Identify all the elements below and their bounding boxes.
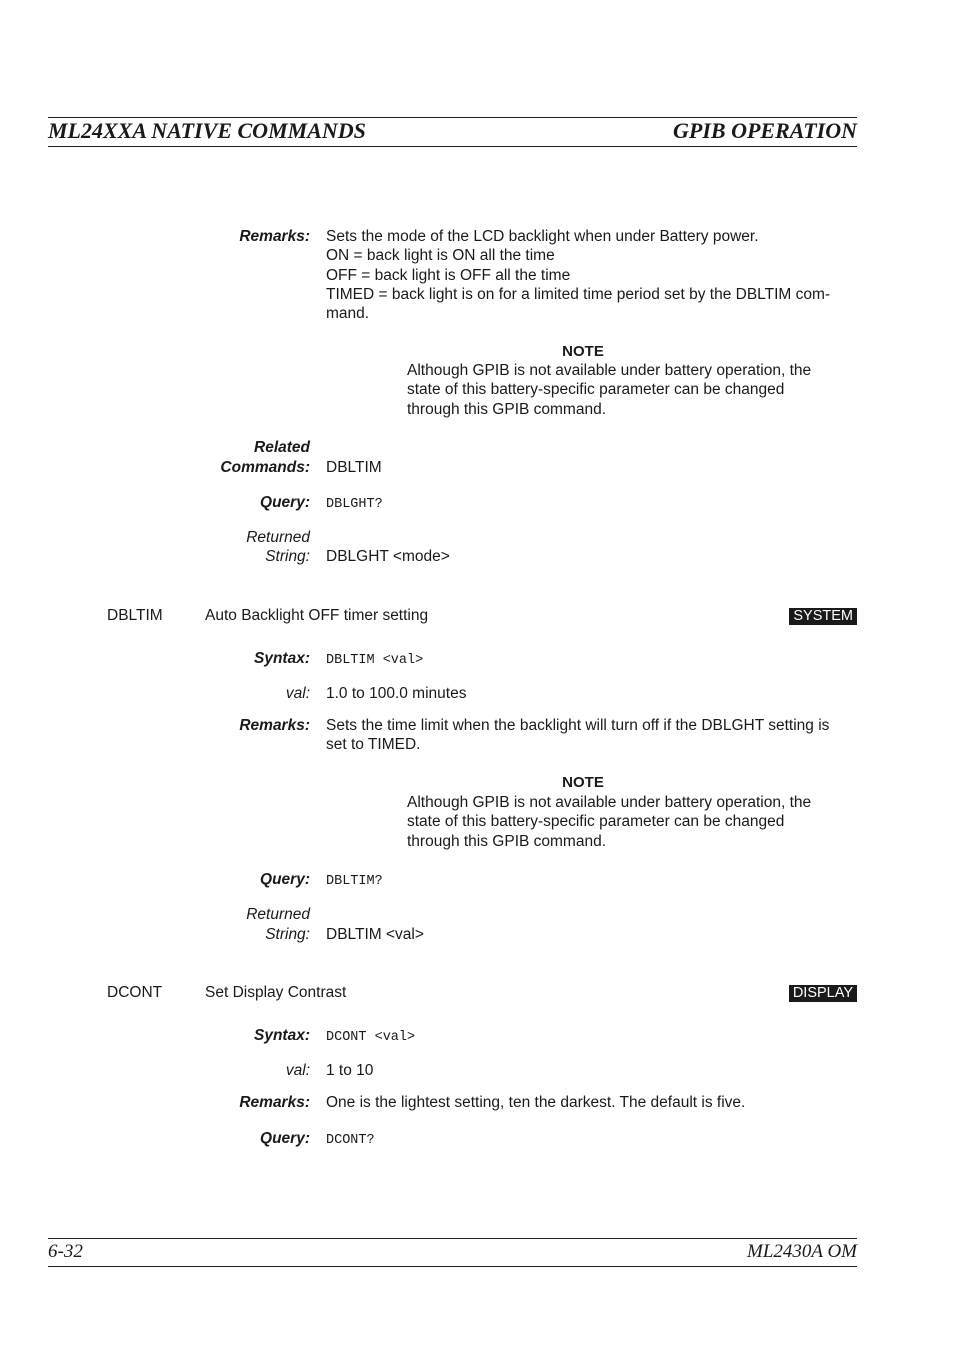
remarks-value: One is the lightest setting, ten the darkest. The default is five. [326, 1094, 746, 1111]
note-line: state of this battery-specific parameter can be changed [407, 813, 785, 831]
note-title: NOTE [562, 343, 604, 360]
string-label: String: [265, 926, 310, 943]
running-header-left: ML24XXA NATIVE COMMANDS [48, 118, 366, 143]
dbltim-remarks [326, 716, 829, 755]
command-name: DCONT [107, 984, 163, 1001]
syntax-value: DCONT <val> [326, 1030, 416, 1045]
note-line: state of this battery-specific parameter can be changed [407, 381, 785, 399]
val-value: 1.0 to 100.0 minutes [326, 685, 467, 702]
remarks-label: Remarks: [239, 717, 310, 734]
remarks-line: set to TIMED. [326, 736, 421, 754]
command-description: Set Display Contrast [205, 984, 347, 1001]
remarks-line: TIMED = back light is on for a limited time period set by the DBLTIM com- [326, 285, 831, 303]
val-value: 1 to 10 [326, 1062, 374, 1079]
remarks-line: OFF = back light is OFF all the time [326, 266, 571, 284]
returned-label: Returned [246, 529, 310, 546]
remarks-line: mand. [326, 305, 370, 323]
query-label: Query: [260, 871, 310, 888]
command-description: Auto Backlight OFF timer setting [205, 607, 429, 624]
remarks-line: ON = back light is ON all the time [326, 247, 555, 265]
note-line: Although GPIB is not available under battery operation, the [407, 362, 812, 379]
query-label: Query: [260, 494, 310, 511]
note-title: NOTE [562, 774, 604, 791]
manual-name: ML2430A OM [747, 1241, 857, 1262]
remarks-label: Remarks: [239, 1094, 310, 1111]
string-label: String: [265, 548, 310, 565]
remarks-line: Sets the time limit when the backlight will turn off if the DBLGHT setting is [326, 717, 830, 734]
syntax-value: DBLTIM <val> [326, 653, 424, 668]
note-line: Although GPIB is not available under battery operation, the [407, 794, 812, 811]
related-commands-value: DBLTIM [326, 459, 382, 476]
footer-bottom-rule [48, 1266, 857, 1267]
syntax-label: Syntax: [254, 1027, 310, 1044]
page-number: 6-32 [48, 1241, 83, 1262]
running-header-right: GPIB OPERATION [673, 118, 857, 143]
returned-string-value: DBLGHT <mode> [326, 548, 450, 565]
returned-string-value: DBLTIM <val> [326, 926, 424, 943]
command-name: DBLTIM [107, 607, 163, 624]
query-value: DBLGHT? [326, 497, 383, 512]
query-value: DBLTIM? [326, 874, 383, 889]
commands-label: Commands: [220, 459, 310, 476]
query-value: DCONT? [326, 1133, 375, 1148]
note-line: through this GPIB command. [407, 400, 607, 418]
remarks-line: Sets the mode of the LCD backlight when under Battery power. [326, 228, 759, 245]
remarks-label: Remarks: [239, 228, 310, 245]
header-bottom-rule [48, 146, 857, 147]
category-badge: SYSTEM [789, 608, 857, 625]
returned-label: Returned [246, 906, 310, 923]
syntax-label: Syntax: [254, 650, 310, 667]
note-body [407, 793, 811, 851]
note-line: through this GPIB command. [407, 832, 607, 850]
category-badge: DISPLAY [789, 985, 857, 1002]
query-label: Query: [260, 1130, 310, 1147]
dblght-remarks [326, 227, 830, 323]
note-body [407, 361, 811, 419]
val-label: val: [285, 685, 310, 702]
footer-top-rule [48, 1238, 857, 1239]
related-label: Related [254, 439, 310, 456]
val-label: val: [285, 1062, 310, 1079]
